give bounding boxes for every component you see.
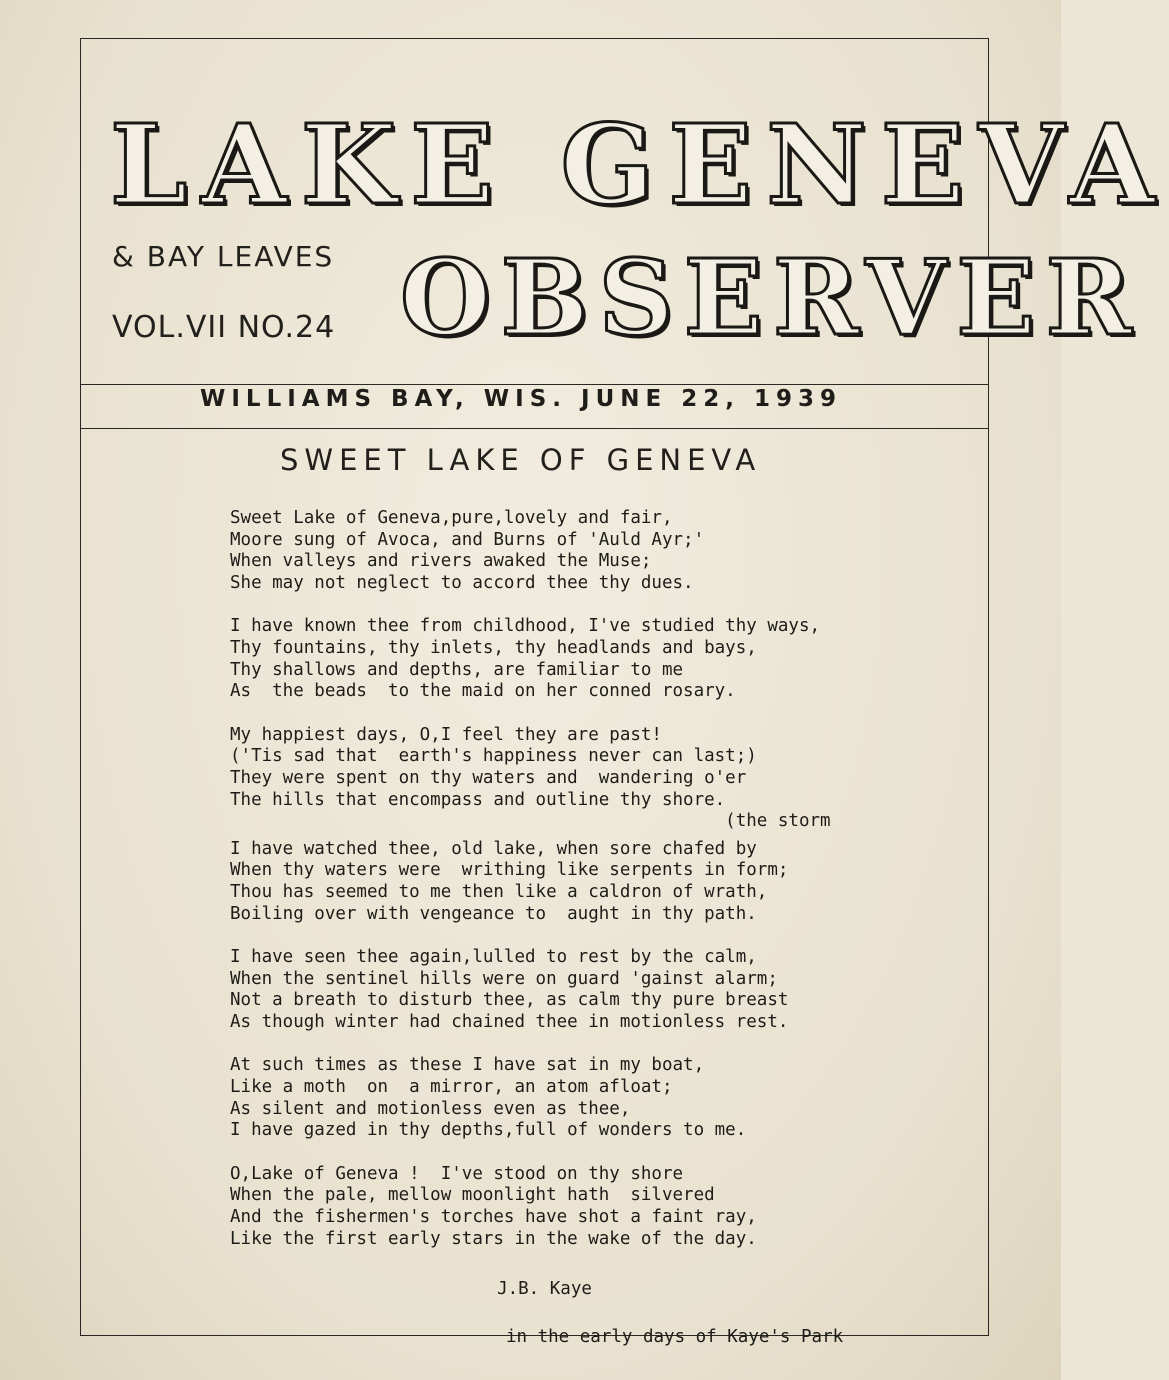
- masthead-divider-top: [80, 384, 989, 385]
- poem-line: They were spent on thy waters and wandering o'er: [230, 767, 747, 788]
- stanza: [230, 725, 970, 833]
- stanza: [230, 508, 970, 594]
- poem-line: Thy fountains, thy inlets, thy headlands and bays,: [230, 637, 757, 658]
- poem-line: ('Tis sad that earth's happiness never can last;): [230, 746, 757, 767]
- dateline: WILLIAMS BAY, WIS. JUNE 22, 1939: [200, 386, 842, 412]
- poem-line: I have watched thee, old lake, when sore chafed by: [230, 838, 757, 859]
- poem-line: She may not neglect to accord thee thy dues.: [230, 572, 694, 593]
- poem-body: [230, 508, 970, 1272]
- poem-line: And the fishermen's torches have shot a faint ray,: [230, 1207, 757, 1228]
- poem-attribution-note: in the early days of Kaye's Park: [506, 1327, 844, 1347]
- masthead-divider-bottom: [80, 428, 989, 429]
- stanza: [230, 839, 970, 925]
- poem-line: (the storm: [230, 811, 831, 832]
- poem-attribution: [476, 1253, 843, 1373]
- poem-line: As though winter had chained thee in motionless rest.: [230, 1011, 789, 1032]
- poem-line: At such times as these I have sat in my boat,: [230, 1055, 705, 1076]
- poem-line: As silent and motionless even as thee,: [230, 1098, 631, 1119]
- poem-title: SWEET LAKE OF GENEVA: [280, 443, 762, 477]
- poem-line: Like a moth on a mirror, an atom afloat;: [230, 1077, 673, 1098]
- poem-line: I have gazed in thy depths,full of wonders to me.: [230, 1120, 747, 1141]
- stanza: [230, 947, 970, 1033]
- poem-line: When the pale, mellow moonlight hath silvered: [230, 1185, 715, 1206]
- poem-line: I have known thee from childhood, I've studied thy ways,: [230, 616, 821, 637]
- masthead-subtitle: & BAY LEAVES: [112, 240, 335, 273]
- poem-line: When the sentinel hills were on guard 'gainst alarm;: [230, 968, 778, 989]
- poem-author: J.B. Kaye: [497, 1279, 592, 1299]
- poem-line: Not a breath to disturb thee, as calm thy pure breast: [230, 990, 789, 1011]
- poem-line: The hills that encompass and outline thy shore.: [230, 789, 726, 810]
- poem-line: Sweet Lake of Geneva,pure,lovely and fair,: [230, 508, 673, 528]
- poem-line: Thy shallows and depths, are familiar to me: [230, 659, 684, 680]
- poem-line: When valleys and rivers awaked the Muse;: [230, 551, 652, 572]
- poem-line: My happiest days, O,I feel they are past!: [230, 724, 662, 745]
- masthead-title-line2: OBSERVER: [400, 236, 1142, 359]
- poem-line: Like the first early stars in the wake of the day.: [230, 1228, 757, 1249]
- poem-line: As the beads to the maid on her conned rosary.: [230, 681, 736, 702]
- poem-line: Moore sung of Avoca, and Burns of 'Auld Ayr;': [230, 529, 705, 550]
- volume-number: VOL.VII NO.24: [112, 310, 336, 345]
- poem-line: I have seen thee again,lulled to rest by the calm,: [230, 947, 757, 968]
- poem-line: Boiling over with vengeance to aught in thy path.: [230, 903, 757, 924]
- stanza: [230, 616, 970, 702]
- masthead-title-line1: LAKE GENEVA: [110, 100, 1169, 229]
- stanza: [230, 1164, 970, 1250]
- poem-line: Thou has seemed to me then like a caldron of wrath,: [230, 881, 768, 902]
- poem-line: O,Lake of Geneva ! I've stood on thy shore: [230, 1163, 684, 1184]
- stanza: [230, 1055, 970, 1141]
- poem-line: When thy waters were writhing like serpents in form;: [230, 860, 789, 881]
